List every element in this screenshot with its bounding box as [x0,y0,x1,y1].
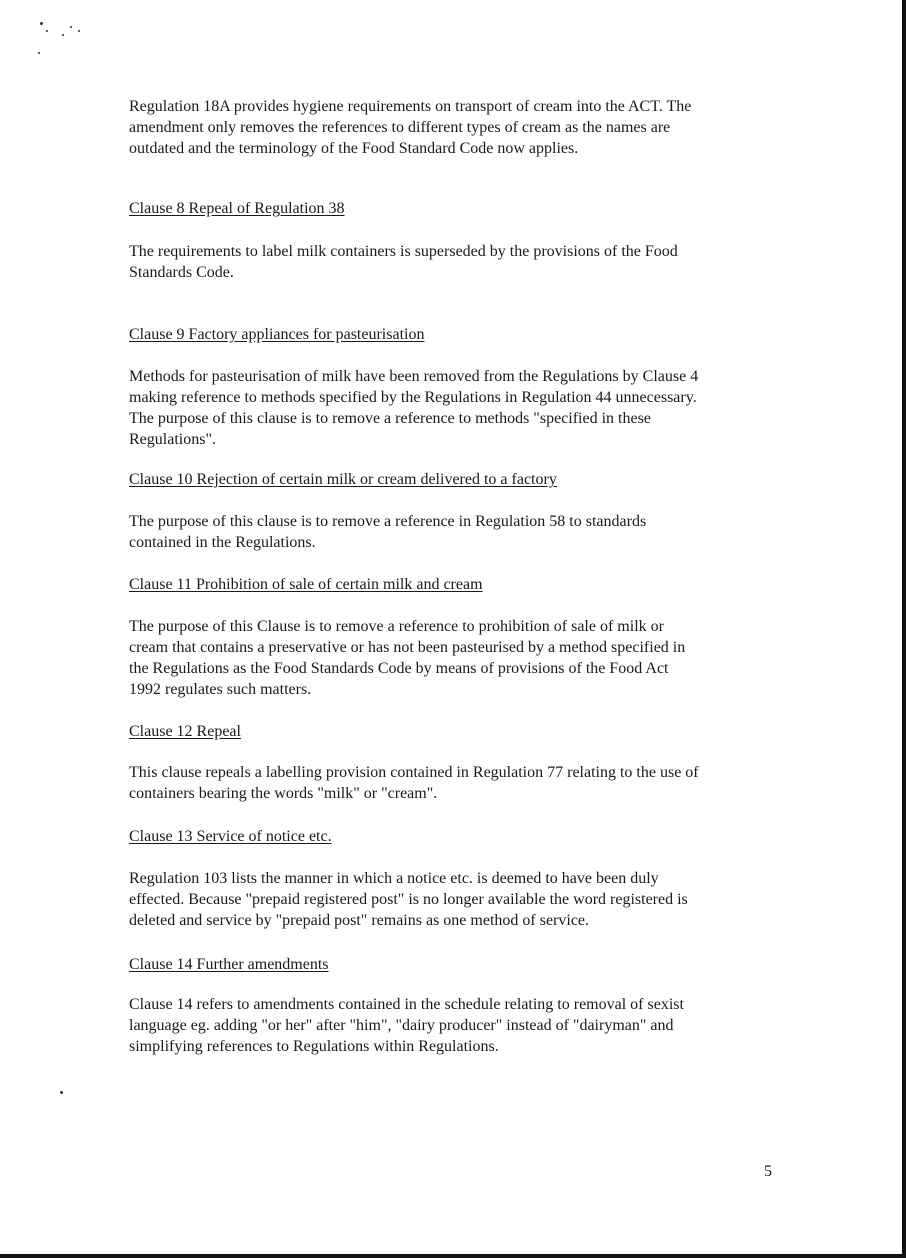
heading-clause-13: Clause 13 Service of notice etc. [129,828,332,845]
page-number: 5 [764,1163,772,1180]
heading-clause-14: Clause 14 Further amendments [129,956,329,973]
scan-speck [62,34,64,36]
scan-speck [46,30,48,32]
paragraph-clause-12: This clause repeals a labelling provision contained in Regulation 77 relating to the use of containers bearing the words "milk" or "cream". [129,764,699,802]
scan-speck [40,22,43,25]
paragraph-clause-10: The purpose of this clause is to remove a reference in Regulation 58 to standards contained in the Regulations. [129,513,647,551]
scan-speck [60,1091,63,1094]
paragraph-clause-11: The purpose of this Clause is to remove a reference to prohibition of sale of milk or cream that contains a preservative or has not been pasteurised by a method specified in the Regulations as the Food Standards Code by means of provisions of the Food Act 1992 regulates such matters. [129,618,686,698]
scan-speck [70,26,72,28]
paragraph-clause-9: Methods for pasteurisation of milk have been removed from the Regulations by Clause 4 making reference to methods specified by the Regulations in Regulation 44 unnecessary. The purpose of this clause is to remove a reference to methods "specified in these Regulations". [129,368,699,448]
heading-clause-11: Clause 11 Prohibition of sale of certain milk and cream [129,576,483,593]
heading-clause-10: Clause 10 Rejection of certain milk or cream delivered to a factory [129,471,557,488]
paragraph-clause-14: Clause 14 refers to amendments contained in the schedule relating to removal of sexist language eg. adding "or her" after "him", "dairy producer" instead of "dairyman" and simplifying references to Regulations within Regulations. [129,996,684,1055]
paragraph-regulation-18a: Regulation 18A provides hygiene requirements on transport of cream into the ACT. The amendment only removes the references to different types of cream as the names are outdated and the terminology of the Food Standard Code now applies. [129,98,692,157]
scan-speck [78,30,80,32]
heading-clause-8: Clause 8 Repeal of Regulation 38 [129,200,345,217]
paragraph-clause-8: The requirements to label milk containers is superseded by the provisions of the Food Standards Code. [129,243,678,281]
paragraph-clause-13: Regulation 103 lists the manner in which a notice etc. is deemed to have been duly effected. Because "prepaid registered post" is no longer available the word registered is deleted and service by "prepaid post" remains as one method of service. [129,870,688,929]
heading-clause-9: Clause 9 Factory appliances for pasteurisation [129,326,425,343]
heading-clause-12: Clause 12 Repeal [129,723,241,740]
scan-speck [38,52,40,54]
